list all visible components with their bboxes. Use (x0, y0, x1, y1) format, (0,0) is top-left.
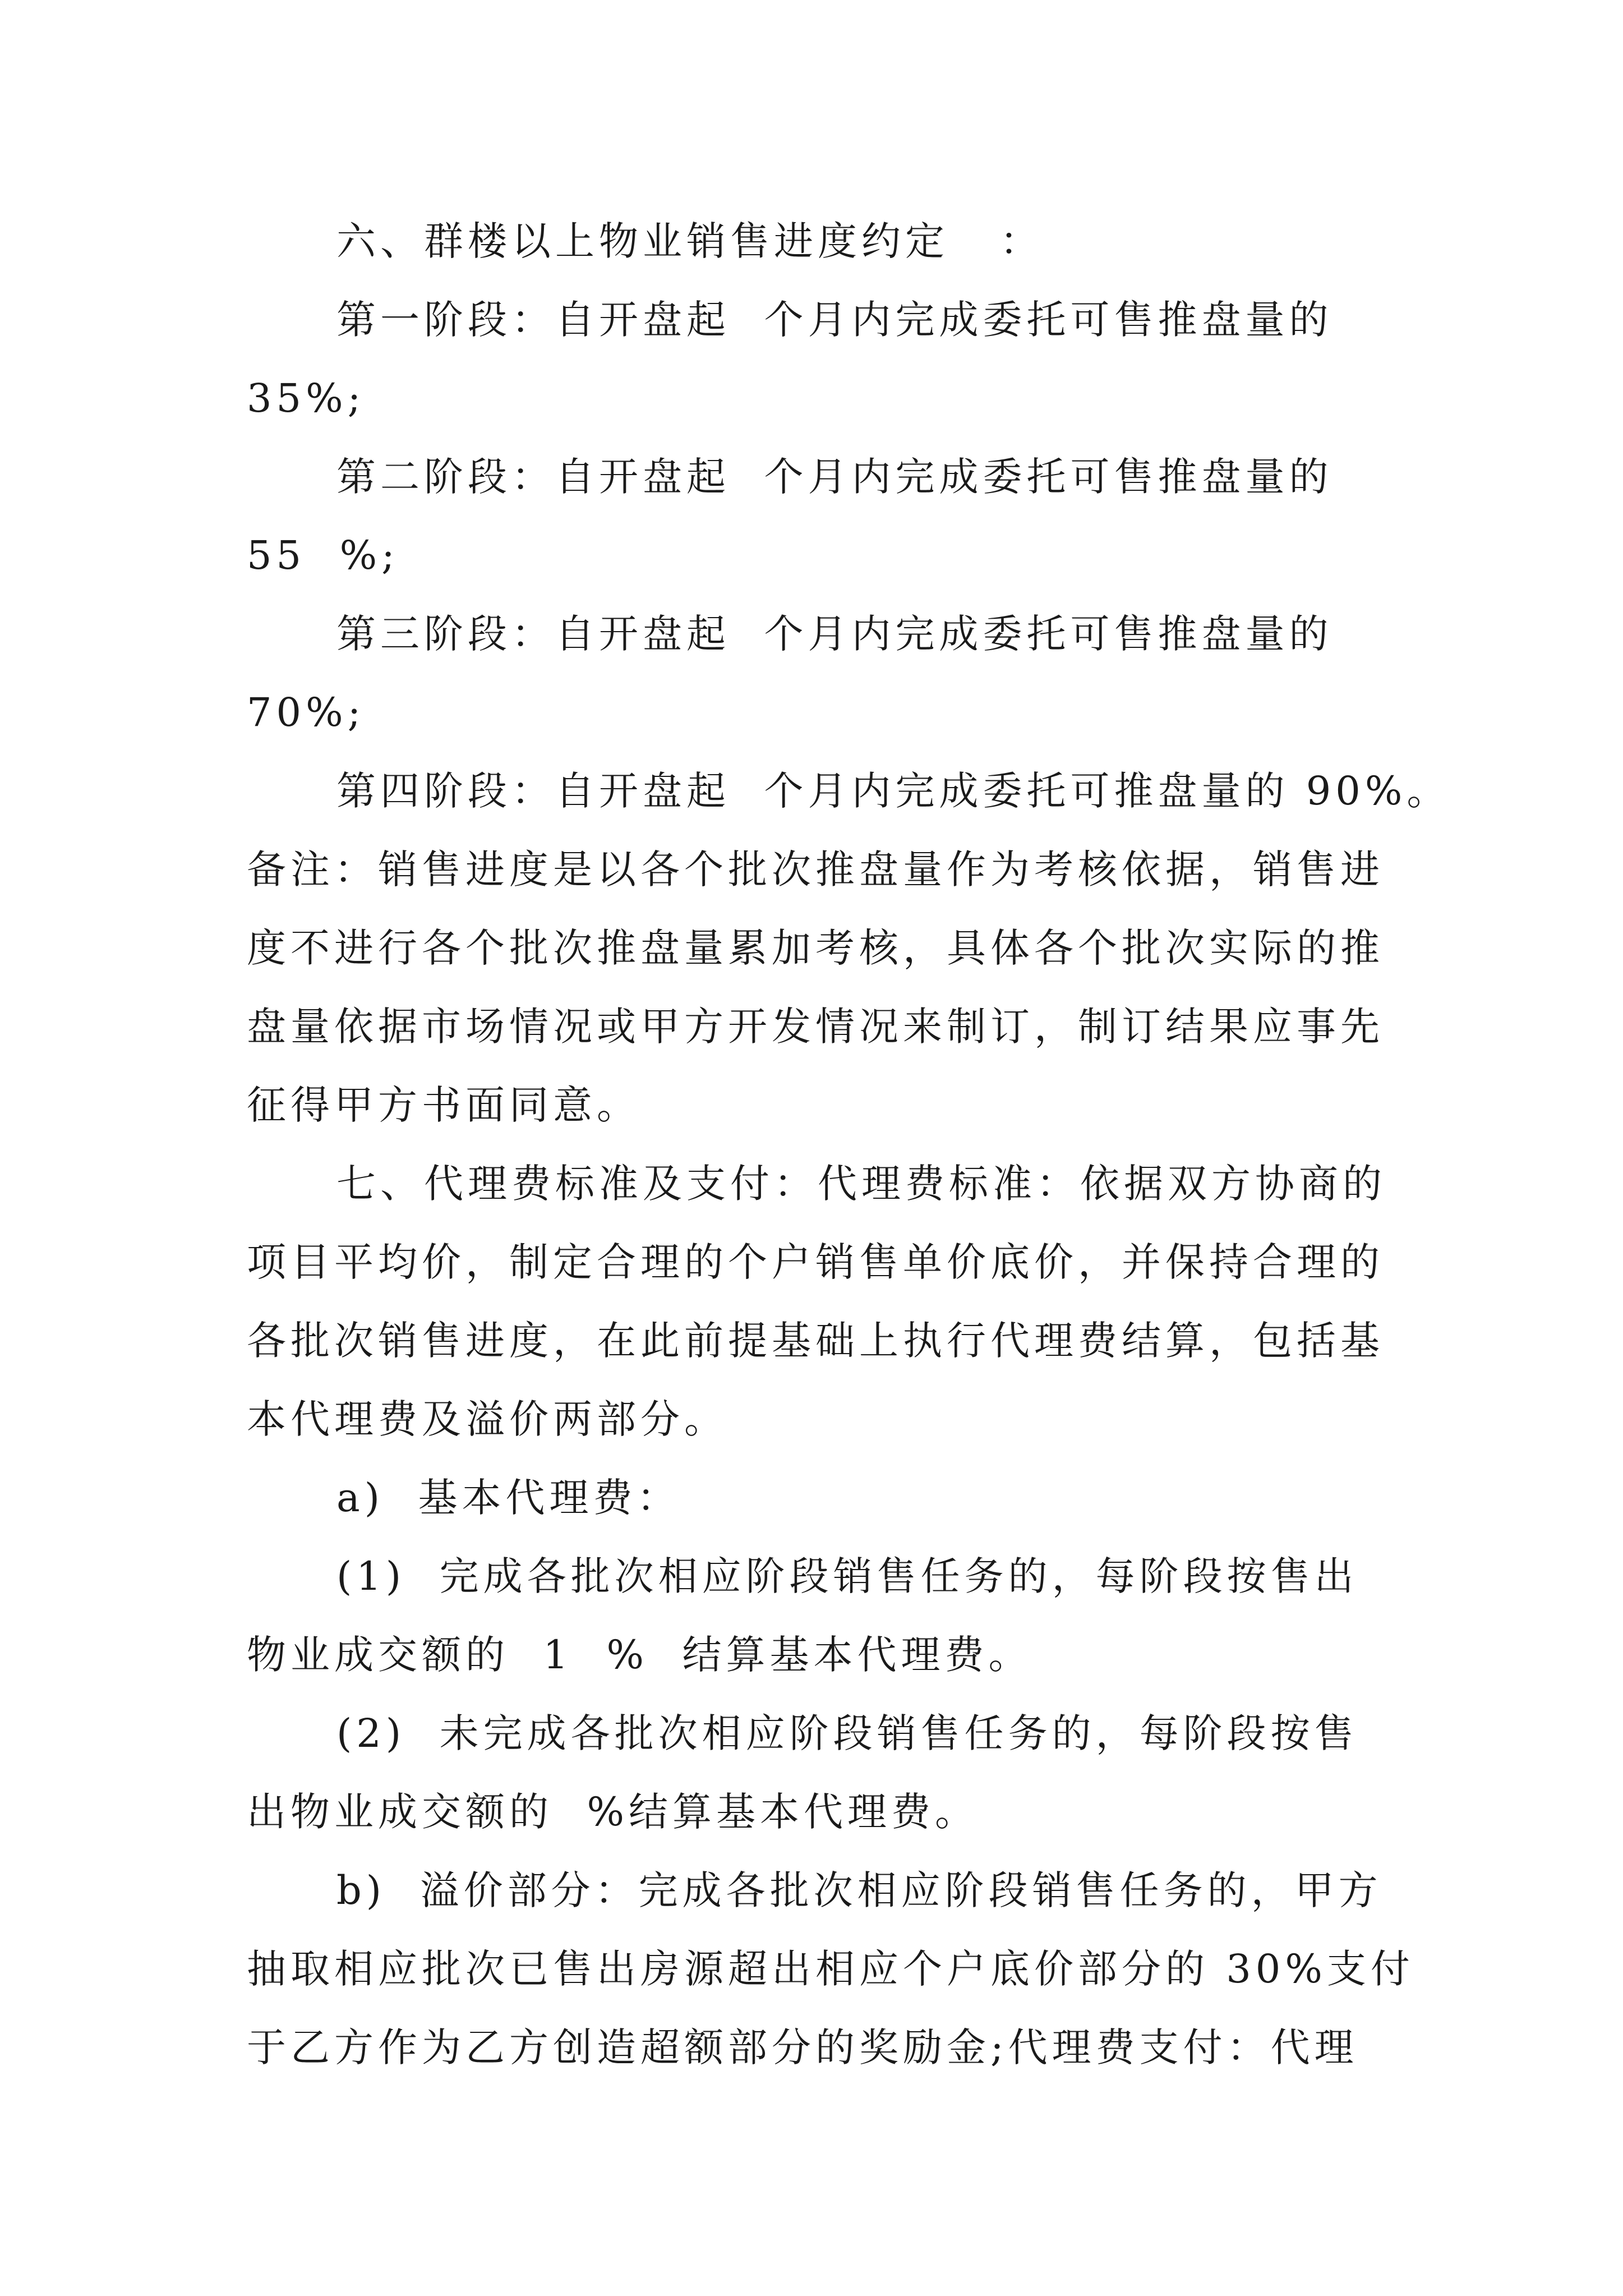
section-seven-line-3: 各批次销售进度，在此前提基础上执行代理费结算，包括基 (247, 1318, 1384, 1364)
item-1-line-2: 物业成交额的 1 % 结算基本代理费。 (247, 1632, 1032, 1678)
stage-two-line: 第二阶段：自开盘起 个月内完成委托可售推盘量的 (336, 454, 1333, 500)
item-2-line-1: (2) 未完成各批次相应阶段销售任务的，每阶段按售 (336, 1710, 1358, 1756)
section-seven-line-1: 七、代理费标准及支付：代理费标准：依据双方协商的 (336, 1161, 1386, 1207)
section-seven-line-2: 项目平均价，制定合理的个户销售单价底价，并保持合理的 (247, 1239, 1384, 1285)
item-a-heading: a) 基本代理费： (336, 1475, 681, 1521)
section-six-heading: 六、群楼以上物业销售进度约定 ： (336, 218, 1044, 264)
stage-two-percent: 55 %; (247, 532, 399, 578)
section-seven-line-4: 本代理费及溢价两部分。 (247, 1396, 728, 1442)
stage-one-line: 第一阶段：自开盘起 个月内完成委托可售推盘量的 (336, 297, 1333, 343)
note-line-4: 征得甲方书面同意。 (247, 1082, 640, 1128)
note-line-1: 备注：销售进度是以各个批次推盘量作为考核依据，销售进 (247, 846, 1384, 892)
item-2-line-2: 出物业成交额的 %结算基本代理费。 (247, 1789, 979, 1835)
item-b-line-2: 抽取相应批次已售出房源超出相应个户底价部分的 30%支付 (247, 1946, 1414, 1992)
stage-three-line: 第三阶段：自开盘起 个月内完成委托可售推盘量的 (336, 611, 1333, 657)
item-b-line-1: b) 溢价部分：完成各批次相应阶段销售任务的，甲方 (336, 1867, 1382, 1913)
stage-four-line: 第四阶段：自开盘起 个月内完成委托可推盘量的 90%。 (336, 768, 1451, 814)
item-1-line-1: (1) 完成各批次相应阶段销售任务的，每阶段按售出 (336, 1553, 1358, 1599)
note-line-3: 盘量依据市场情况或甲方开发情况来制订，制订结果应事先 (247, 1004, 1384, 1050)
item-b-line-3: 于乙方作为乙方创造超额部分的奖励金;代理费支付：代理 (247, 2024, 1358, 2070)
note-line-2: 度不进行各个批次推盘量累加考核，具体各个批次实际的推 (247, 925, 1384, 971)
stage-three-percent: 70%; (247, 689, 366, 735)
stage-one-percent: 35%; (247, 375, 366, 421)
